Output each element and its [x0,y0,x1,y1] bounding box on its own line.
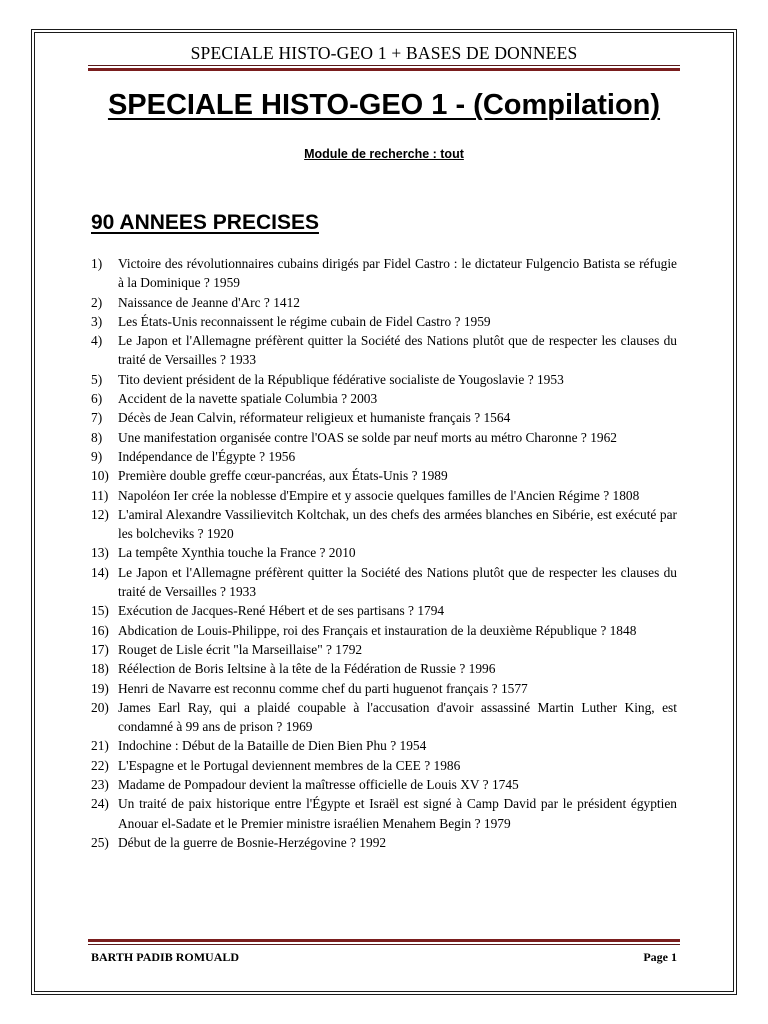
question-item [91,543,677,562]
question-item [91,601,677,620]
running-header: SPECIALE HISTO-GEO 1 + BASES DE DONNEES [190,43,578,63]
question-item [91,640,677,659]
question-text: Accident de la navette spatiale Columbia ? 2003 [118,391,378,407]
question-number: 9) [91,448,103,464]
question-item [91,447,677,466]
document-subtitle: Module de recherche : tout [304,147,464,161]
question-list [91,254,677,852]
question-text: Le Japon et l'Allemagne préfèrent quitter la Société des Nations plutôt que de respecter les clauses du traité de Versailles ? 1933 [118,333,677,368]
question-text: Décès de Jean Calvin, réformateur religieux et humaniste français ? 1564 [118,410,511,426]
question-number: 17) [91,641,109,657]
question-text: James Earl Ray, qui a plaidé coupable à l'accusation d'avoir assassiné Martin Luther King, est condamné à 99 ans de prison ? 1969 [118,699,677,735]
document-title: SPECIALE HISTO-GEO 1 - (Compilation) [107,89,661,121]
question-number: 23) [91,777,109,793]
question-text: Abdication de Louis-Philippe, roi des Français et instauration de la deuxième République ? 1848 [118,622,637,638]
question-item [91,698,677,737]
question-number: 13) [91,545,109,561]
question-number: 7) [91,410,103,426]
question-text: Madame de Pompadour devient la maîtresse officielle de Louis XV ? 1745 [118,777,519,793]
question-text: Première double greffe cœur-pancréas, aux États-Unis ? 1989 [118,468,448,484]
question-text: Indochine : Début de la Bataille de Dien Bien Phu ? 1954 [118,738,427,754]
question-number: 15) [91,603,109,619]
question-item [91,370,677,389]
question-text: Le Japon et l'Allemagne préfèrent quitter la Société des Nations plutôt que de respecter les clauses du traité de Versailles ? 1933 [118,564,677,600]
question-number: 21) [91,738,109,754]
question-number: 8) [91,429,103,445]
question-item [91,756,677,775]
question-item [91,775,677,794]
question-text: Réélection de Boris Ieltsine à la tête de la Fédération de Russie ? 1996 [118,661,496,677]
question-number: 3) [91,313,103,329]
section-title: 90 ANNEES PRECISES [91,211,319,234]
question-item [91,486,677,505]
question-text: Tito devient président de la République fédérative socialiste de Yougoslavie ? 1953 [118,371,564,387]
question-item [91,794,677,833]
question-number: 16) [91,622,109,638]
question-number: 19) [91,680,109,696]
question-number: 5) [91,371,103,387]
question-number: 10) [91,468,109,484]
question-item [91,736,677,755]
question-text: Exécution de Jacques-René Hébert et de ses partisans ? 1794 [118,603,445,619]
question-item [91,505,677,544]
question-number: 20) [91,699,109,715]
question-text: Les États-Unis reconnaissent le régime cubain de Fidel Castro ? 1959 [118,313,491,329]
question-item [91,621,677,640]
question-item [91,679,677,698]
question-number: 25) [91,834,109,850]
question-number: 6) [91,391,103,407]
footer-rule [88,944,680,945]
page-number: Page 1 [643,950,677,964]
question-item [91,466,677,485]
question-number: 18) [91,661,109,677]
question-item [91,408,677,427]
header-rule [88,65,680,66]
question-text: Victoire des révolutionnaires cubains dirigés par Fidel Castro : le dictateur Fulgencio Batista se réfugie à la Dominique ? 1959 [118,256,677,291]
footer-author: BARTH PADIB ROMUALD [91,950,240,964]
question-text: Napoléon Ier crée la noblesse d'Empire et y associe quelques familles de l'Ancien Régime ? 1808 [118,487,640,503]
question-number: 24) [91,796,109,812]
question-text: Un traité de paix historique entre l'Égypte et Israël est signé à Camp David par le président égyptien Anouar el-Sadate et le Premier ministre israélien Menahem Begin ? 1979 [118,796,677,831]
question-item [91,659,677,678]
question-text: Henri de Navarre est reconnu comme chef du parti huguenot français ? 1577 [118,680,528,696]
question-text: Début de la guerre de Bosnie-Herzégovine ? 1992 [118,834,387,850]
question-item [91,563,677,602]
question-item [91,331,677,370]
question-item [91,312,677,331]
question-text: La tempête Xynthia touche la France ? 2010 [118,545,356,561]
footer-rule-thick [88,939,680,942]
question-item [91,428,677,447]
question-text: L'amiral Alexandre Vassilievitch Koltchak, un des chefs des armées blanches en Sibérie, est exécuté par les bolcheviks ? 1920 [118,506,677,542]
question-number: 11) [91,487,109,503]
question-item [91,833,677,852]
question-number: 22) [91,757,109,773]
question-number: 4) [91,333,103,349]
question-text: Naissance de Jeanne d'Arc ? 1412 [118,294,300,310]
question-text: Rouget de Lisle écrit "la Marseillaise" ? 1792 [118,641,363,657]
question-number: 14) [91,564,109,580]
question-item [91,254,677,293]
question-text: L'Espagne et le Portugal deviennent membres de la CEE ? 1986 [118,757,461,773]
question-number: 1) [91,256,103,271]
question-text: Indépendance de l'Égypte ? 1956 [118,448,296,464]
question-item [91,293,677,312]
header-rule-thick [88,68,680,71]
question-item [91,389,677,408]
question-text: Une manifestation organisée contre l'OAS se solde par neuf morts au métro Charonne ? 1962 [118,429,617,445]
question-number: 12) [91,506,109,522]
question-number: 2) [91,294,103,310]
